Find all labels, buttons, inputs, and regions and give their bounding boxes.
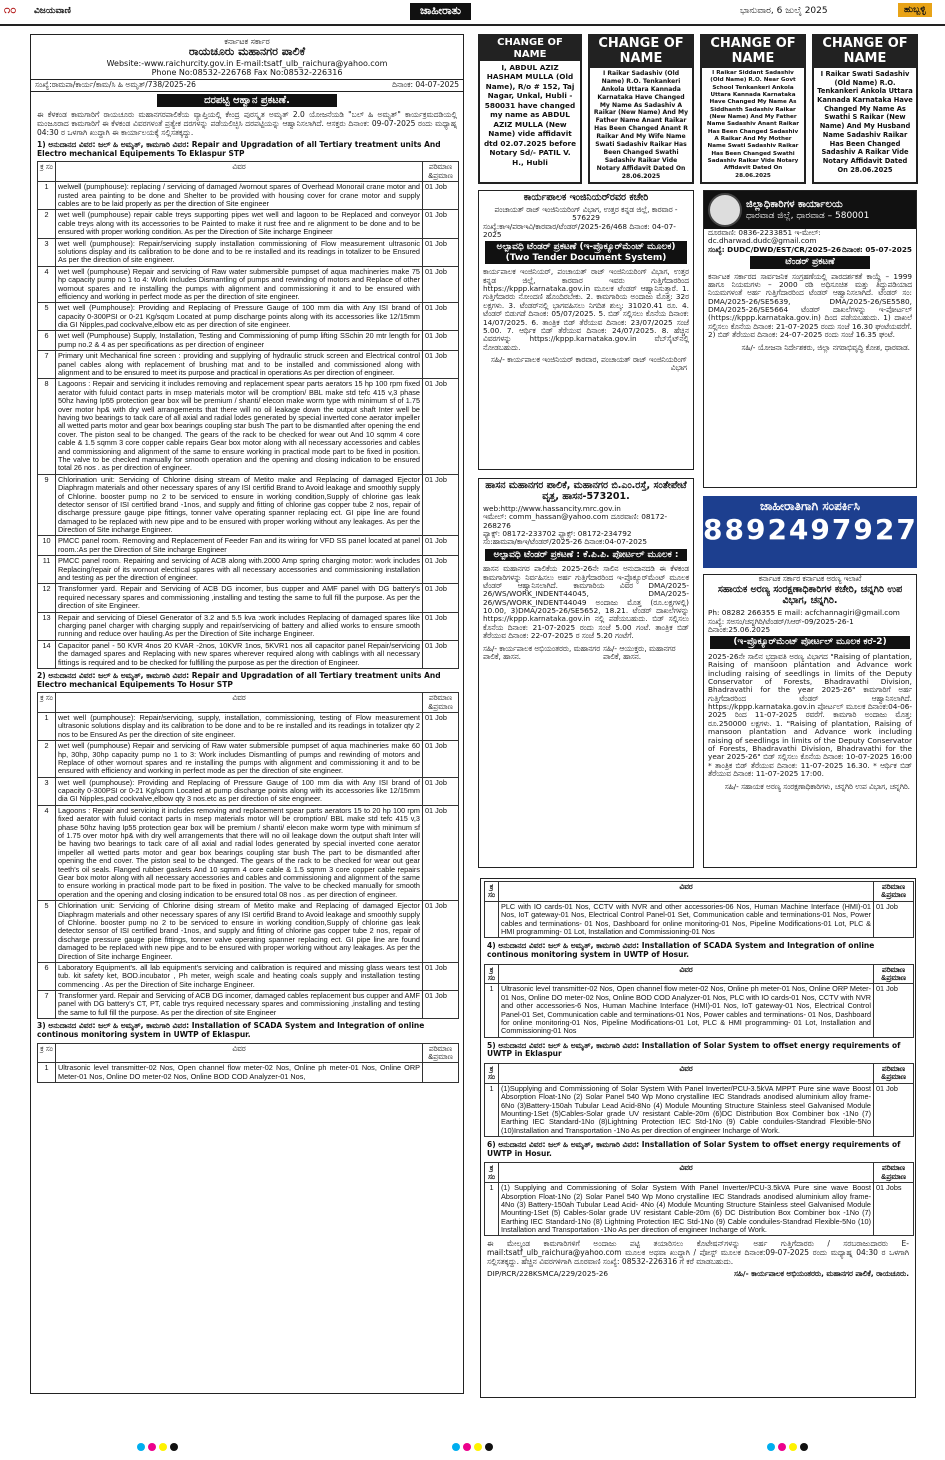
- row-desc: Repair and servicing of Diesel Generator of 3.2 and 5.5 kva :work includes Replacing of damaged spares like charging panel charger with charging supply and repair/servicing of battery and allied works to ensure smooth running and reduce over hauling.As per the Direction of Site incharge Engineer.: [56, 612, 423, 640]
- col-qty-header: ಪರಿಮಾಣ &ಪ್ರಮಾಣ: [874, 1063, 914, 1083]
- row-no: 1: [38, 712, 56, 740]
- color-dots-center: [452, 1443, 493, 1451]
- row-no: 12: [38, 584, 56, 612]
- col-no-header: ಕ್ರ ಸಂ: [38, 693, 56, 713]
- ee-tender-notice: [478, 190, 694, 470]
- col-desc-header: ವಿವರ: [499, 1063, 874, 1083]
- govt-emblem-icon: [708, 193, 742, 227]
- col-qty-header: ಪರಿಮಾಣ &ಪ್ರಮಾಣ: [874, 1163, 914, 1183]
- col-qty-header: ಪರಿಮಾಣ &ಪ್ರಮಾಣ: [423, 693, 459, 713]
- row-qty: 01 Job: [423, 640, 459, 668]
- row-qty: 01 Job: [423, 991, 459, 1019]
- dip-reference: DIP/RCR/228KSMCA/229/2025-26: [487, 1269, 609, 1279]
- section-1-heading: 1) ಅನುದಾನದ ವಿವರ: ಜಲ್ ಹಿ ಅಮೃತ್, ಕಾಮಗಾರಿ ವಿವರ: Repair and Upgradation of all Tertiary treatment units And Electro mechanical Equipements To Eklaspur STP: [37, 140, 441, 158]
- works-table-1: [37, 161, 459, 668]
- table-row: [38, 474, 459, 536]
- works-table-5: [484, 1063, 914, 1137]
- forest-title: ಸಹಾಯಕ ಅರಣ್ಯ ಸಂರಕ್ಷಣಾಧಿಕಾರಿಗಳ ಕಚೇರಿ, ಚನ್ನಗಿರಿ ಉಪ ವಿಭಾಗ, ಚನ್ನಗಿರಿ.: [717, 584, 903, 607]
- table-row: [38, 712, 459, 740]
- dc-phone: ದೂರವಾಣಿ: 0836-2233851 ಇ-ಮೇಲ್: dc.dharwad.dudc@gmail.com: [708, 228, 821, 246]
- row-qty: 01 Job: [423, 351, 459, 379]
- reference-number: ಸಂಖ್ಯೆ:ರಾಮಪಾ/ಕಾರ್ಯ/ಕಾಮ/ಸಿ ಹಿ ಅಮೃತ್/738/2025-26: [35, 80, 196, 90]
- row-desc: Transformer yard. Repair and Servicing of ACB DG incomer, bus cupper and AMF panel with DG battery's required necessary spares and commissioning ,installing and testing the same to full fill the purpose. As per the direction of site Engineer.: [56, 584, 423, 612]
- table-row: [485, 1183, 914, 1236]
- row-no: 9: [38, 474, 56, 536]
- hassan-signatures: [479, 643, 693, 664]
- row-desc: wet well (pumphouse): Providing and Replacing of Pressure Gauge of 100 mm dia with Any ISI brand of capacity 0-300PSI or 0-21 Kg/sqcm Located at pump discharge points along with its accessories like 12/15mm dia GI Nipples,pad cockvalve,elbow qty 3 nos.etc as per direction of site engineer.: [56, 777, 423, 805]
- table-row: [38, 351, 459, 379]
- row-qty: 01 Job: [874, 984, 914, 1037]
- row-qty: 01 Jobs: [874, 1183, 914, 1236]
- table-row: [38, 1063, 459, 1083]
- edition-city: ಹುಬ್ಬಳ್ಳಿ: [898, 3, 932, 17]
- table-row: [38, 741, 459, 778]
- row-qty: 01 Job: [423, 712, 459, 740]
- notice-band: ದರಪಟ್ಟಿ ಆಹ್ವಾನ ಪ್ರಕಟಣೆ.: [157, 94, 337, 108]
- table-row: [38, 536, 459, 556]
- row-no: 4: [38, 805, 56, 900]
- row-no: 8: [38, 379, 56, 474]
- row-qty: 01 Job: [423, 805, 459, 900]
- row-qty: 01 Job: [874, 901, 914, 938]
- row-qty: 01 Job: [423, 612, 459, 640]
- closing-footer: [481, 1268, 915, 1280]
- change-of-name-title: CHANGE OF NAME: [480, 36, 580, 61]
- color-dots-right: [767, 1443, 808, 1451]
- row-desc: Chlorination unit: Servicing of Chlorine dising stream of Metito make and Replacing of damaged Ejector Diaphragm materials and other necessary spares of any ISI certifid Brand to Avoid leakage and smoothly supply of Chlorine. booster pump no 2 to be serviced to ensure in working condition,Supply of chlorine gas leak detector sensor of ISI certified brand -1nos, and supply and fitting of chlorine gas copper tube 2 nos, repair of discharge pressure gauge pipe fittings, tonner valve operating spanner replacing ect. GI pipe line are found damaged to be replaced with new pipe and to be ensured with proper working without any leakages. As per the Direction of Site incharge Engineer.: [56, 474, 423, 536]
- raichur-tender-continuation: [480, 878, 916, 1398]
- phone-fax: Phone No:08532-226768 Fax No:08532-226316: [151, 68, 343, 78]
- forest-signature: ಸಹಿ/- ಸಹಾಯಕ ಅರಣ್ಯ ಸಂರಕ್ಷಣಾಧಿಕಾರಿಗಳು, ಚನ್ನಗಿರಿ ಉಪ ವಿಭಾಗ, ಚನ್ನಗಿರಿ.: [724, 781, 910, 791]
- gov-label: ಕರ್ನಾಟಕ ಸರ್ಕಾರ: [224, 37, 270, 46]
- works-table-3: [37, 1043, 459, 1084]
- row-qty: 01 Job: [423, 303, 459, 331]
- forest-tender-notice: [703, 574, 917, 868]
- row-desc: Transformer yard. Repair and Servicing of ACB DG incomer, damaged cables replacement bus cupper and AMF panel with DG battery's CT, PT, cable trys required necessary spares and commissioning ,installing and testing the same to full fill the purpose. As per the direction of site Engineer: [56, 991, 423, 1019]
- row-desc: wet well (Pumphouse) Supply, Installation, Testing and Commissioning of pump lifting SSchin 20 mtr length for pump no.2 & 4 as per specifications as per direction of engineer: [56, 331, 423, 351]
- col-no-header: ಕ್ರ ಸಂ: [485, 1163, 499, 1183]
- hassan-signature-2: ಸಹಿ/- ಆಯುಕ್ತರು, ಮಹಾನಗರ ಪಾಲಿಕೆ, ಹಾಸನ.: [603, 643, 676, 662]
- works-table-cont: [484, 881, 914, 938]
- row-no: 7: [38, 351, 56, 379]
- change-of-name-body: I Raikar Siddant Sadashiv (Old Name) R.O. Near Govt School Tenkankeri Ankola Uttara Kannada Karnataka Have Changed My Name As Siddhanth Sadashiv Raikar (New Name) And My Father Name Sadashiv Anant Raikar Has Been Changed Sadashiv A Raikar And My Mother Name Swati Sadashiv Raikar Has Been Changed Swathi Sadashiv Raikar Vide Notary Affidavit Dated On 28.06.2025: [706, 69, 800, 179]
- col-desc-header: ವಿವರ: [56, 1043, 423, 1063]
- ad-contact-banner: [703, 496, 917, 568]
- table-row: [485, 984, 914, 1037]
- row-no: 1: [485, 984, 499, 1037]
- section-title: ಜಾಹೀರಾತು: [410, 3, 471, 20]
- row-qty: 01 Job: [423, 238, 459, 266]
- row-qty: [423, 1063, 459, 1083]
- hassan-title: ಹಾಸನ ಮಹಾನಗರ ಪಾಲಿಕೆ, ಮಹಾನಗರ ಬಿ.ಎಂ.ರಸ್ತೆ, ಸಂತೇಪೇಟೆ ವೃತ್ತ, ಹಾಸನ-573201.: [485, 480, 687, 502]
- ee-ref: ಸಂಖ್ಯೆ:ಕಾಇ/ಪರಾಇವಿ/ಕಾರವಾರ/ಟೆಂಡರ್/2025-26/468 ದಿನಾಂಕ: 04-07-2025: [483, 221, 676, 240]
- table-row: [485, 1083, 914, 1136]
- section-5-heading: 5) ಅನುದಾನದ ವಿವರ: ಜಲ್ ಹಿ ಅಮೃತ್, ಕಾಮಗಾರಿ ವಿವರ: Installation of Solar System to offset energy requirements of UWTP in Eklaspur: [487, 1040, 901, 1059]
- row-qty: 01 Job: [874, 1083, 914, 1136]
- table-row: [38, 901, 459, 963]
- change-of-name-1: [478, 34, 582, 184]
- dc-band: ಟೆಂಡರ್ ಪ್ರಕಟಣೆ: [750, 256, 870, 268]
- row-no: 4: [38, 266, 56, 303]
- row-qty: 01 Job: [423, 474, 459, 536]
- dc-ref-date: ದಿನಾಂಕ: 05-07-2025: [842, 244, 912, 254]
- row-desc: wet well (pumphouse): Repair/servicing supply installation commissioning of Flow measurement ultrasonic solutions display and its calibration to be done and to be re installed and its readings in totalizer to be Ensured As per the direction of site engineer.: [56, 238, 423, 266]
- row-qty: 01 Job: [423, 182, 459, 210]
- ee-body: ಕಾರ್ಯಪಾಲಕ ಇಂಜಿನಿಯರ್, ಪಂಚಾಯತ್ ರಾಜ್ ಇಂಜಿನಿಯರಿಂಗ್ ವಿಭಾಗ, ಉತ್ತರ ಕನ್ನಡ ಜಿಲ್ಲೆ, ಕಾರವಾರ ಇವರು ಗುತ್ತಿಗೆದಾರರಿಂದ https://kppp.karnataka.gov.in ಮೂಲಕ ಟೆಂಡರ್ ಆಹ್ವಾನಿಸುತ್ತಾರೆ. 1. ಗುತ್ತಿಗೆದಾರರು ನೋಂದಣಿ ಹೊಂದಿರಬೇಕು. 2. ಕಾಮಗಾರಿಯ ಅಂದಾಜು ಮೊತ್ತ: 32ರ ಲಕ್ಷಗಳು. 3. ಟೆಂಡರ್‌ನಲ್ಲಿ ಭಾಗವಹಿಸಲು ನಿಗದಿತ ಶುಲ್ಕ: 31020.41 ರೂ. 4. ಟೆಂಡರ್ ಬಿಡುಗಡೆ ದಿನಾಂಕ: 05/07/2025. 5. ಬಿಡ್ ಸಲ್ಲಿಸಲು ಕೊನೆಯ ದಿನಾಂಕ: 14/07/2025. 6. ತಾಂತ್ರಿಕ ಬಿಡ್ ತೆರೆಯುವ ದಿನಾಂಕ: 23/07/2025 ಸಂಜೆ 5.00. 7. ಆರ್ಥಿಕ ಬಿಡ್ ತೆರೆಯುವ ದಿನಾಂಕ: 24/07/2025. 8. ಹೆಚ್ಚಿನ ವಿವರಗಳನ್ನು https://kppp.karnataka.gov.in ವೆಬ್‌ಸೈಟ್‌ನಲ್ಲಿ ನೋಡಬಹುದು.: [483, 267, 689, 352]
- col-no-header: ಕ್ರ ಸಂ: [485, 1063, 499, 1083]
- forest-phone: Ph: 08282 266355 E mail: acfchannagiri@gmail.com: [708, 608, 900, 618]
- dc-signature: ಸಹಿ/- ಯೋಜನಾ ನಿರ್ದೇಶಕರು, ಜಿಲ್ಲಾ ನಗರಾಭಿವೃದ್ಧಿ ಕೋಶ, ಧಾರವಾಡ.: [741, 342, 910, 352]
- change-of-name-title: CHANGE OF NAME: [702, 36, 804, 68]
- row-desc: Capacitor panel - 50 KVR 4nos 20 KVAR -2nos, 10KVR 1nos, 5KVR1 nos all capacitor panel Repair/servicing the damaged spares and Replacing with new spares wherever required along with cablings with all necessary fittings is required and to be checked for fulfilling the purpose as per the direction of Engineer.: [56, 640, 423, 668]
- row-desc: Laboratory Equipment's. all lab equipment's servicing and calibration is required and missing glass wears test tub. kit safety ket, BOD.incubator , Ph meter, weigh scale and heating coals supply and installation testing commencing . As per the Direction of Site incharge Engineer.: [56, 962, 423, 990]
- row-no: 1: [38, 1063, 56, 1083]
- reference-bar: [31, 79, 463, 92]
- dc-body: ಕರ್ನಾಟಕ ಸರ್ಕಾರದ ಸಾರ್ವಜನಿಕ ಸಂಗ್ರಹಣೆಯಲ್ಲಿ ಪಾರದರ್ಶಕತೆ ಕಾಯ್ದೆ – 1999 ಹಾಗೂ ನಿಯಮಗಳು – 2000 ರಡಿ ಅಧಿಸೂಚಿತ ಮತ್ತು ತಿದ್ದುಪಡಿಯಾದ ನಿಯಮಗಳಂತೆ ಅರ್ಹ ಗುತ್ತಿಗೆದಾರರಿಂದ ಟೆಂಡರ್ ಆಹ್ವಾನಿಸಲಾಗಿದೆ. ಟೆಂಡರ್ ಸಂ: DMA/2025-26/SE5639, DMA/2025-26/SE5580, DMA/2025-26/SE5664 ಟೆಂಡರ್ ದಾಖಲೆಗಳನ್ನು ಇ-ಪೋರ್ಟಲ್ (https://kppp.karnataka.gov.in) ದಿಂದ ಪಡೆಯಬಹುದು. 1) ದಾಖಲೆ ಸಲ್ಲಿಸಲು ಕೊನೆಯ ದಿನಾಂಕ: 21-07-2025 ರಂದು ಸಂಜೆ 16.30 ಘಂಟೆಯವರೆಗೆ. 2) ಬಿಡ್ ತೆರೆಯುವ ದಿನಾಂಕ: 24-07-2025 ರಂದು ಸಂಜೆ 16.35 ಘಂಟೆ.: [708, 271, 912, 340]
- col-desc-header: ವಿವರ: [499, 964, 874, 984]
- row-qty: 01 Job: [423, 536, 459, 556]
- row-no: 10: [38, 536, 56, 556]
- tender-header: [31, 35, 463, 79]
- section-4-heading: 4) ಅನುದಾನದ ವಿವರ: ಜಲ್ ಹಿ ಅಮೃತ್, ಕಾಮಗಾರಿ ವಿವರ: Installation of SCADA System and Integration of online continous monitoring system in UWTP of Hosur.: [487, 941, 875, 959]
- table-row: [38, 962, 459, 990]
- col-desc-header: ವಿವರ: [499, 1163, 874, 1183]
- paper-name: ವಿಜಯವಾಣಿ: [34, 6, 71, 16]
- masthead: [0, 0, 945, 26]
- section-3-heading: 3) ಅನುದಾನದ ವಿವರ: ಜಲ್ ಹಿ ಅಮೃತ್, ಕಾಮಗಾರಿ ವಿವರ: Installation of SCADA System and Integration of online continous monitoring system in UWTP of Eklaspur.: [37, 1021, 425, 1039]
- row-no: 3: [38, 777, 56, 805]
- closing-text: ಈ ಮೇಲ್ಕಂಡ ಕಾಮಗಾರಿಗಳಿಗೆ ಅಂದಾಜು ಪಟ್ಟಿ ತಯಾರಿಸಲು ಕೊಟೇಷನ್‌ಗಳನ್ನು ಅರ್ಹ ಗುತ್ತಿಗೆದಾರರು / ಸರಬರಾಜುದಾರರು E-mail:tsatf_ulb_raichura@yahoo.com ಮೂಲಕ ಅಥವಾ ಖುದ್ದಾಗಿ / ಪೋಸ್ಟ್ ಮೂಲಕ ದಿನಾಂಕ:09-07-2025 ರಂದು ಮಧ್ಯಾಹ್ನ 04:30 ರ ಒಳಗಾಗಿ ಸಲ್ಲಿಸತಕ್ಕದ್ದು. ಹೆಚ್ಚಿನ ವಿವರಗಳಿಗಾಗಿ ದೂರವಾಣಿ ಸಂಖ್ಯೆ: 08532-226316 ಗೆ ಕರೆ ಮಾಡಬಹುದು.: [487, 1239, 909, 1266]
- hassan-fax: ಫ್ಯಾಕ್ಸ್: 08172-233702 ಫ್ಯಾಕ್ಸ್: 08172-234792: [483, 529, 632, 539]
- works-table-6: [484, 1162, 914, 1236]
- dc-ref: ಸಂಖ್ಯೆ: DUDC/DWD/EST/CR/2025-26: [708, 244, 842, 254]
- row-desc: Chlorination unit: Servicing of Chlorine dising stream of Metito make and Replacing of damaged Ejector Diaphragm materials and other necessary spares of any ISI certifid Brand to Avoid leakage and smoothly supply of Chlorine. booster pump no 2 to be serviced to ensure in working condition,Supply of chlorine gas leak detector sensor of ISI certified brand -1nos, and supply and fitting of chlorine gas copper tube 2 nos, repair of discharge pressure gauge pipe fittings, tonner valve operating spanner replacing ect. GI pipe line are found damaged to be replaced with new pipe and to be ensured with proper working without any leakages. As per the Direction of Site incharge Engineer.: [56, 901, 423, 963]
- row-qty: 01 Job: [423, 741, 459, 778]
- ee-band: ಅಲ್ಪಾವಧಿ ಟೆಂಡರ್ ಪ್ರಕಟಣೆ (ಇ-ಪ್ರೊಕ್ಯೂರ್‌ಮೆಂಟ್ ಮೂಲಕ) (Two Tender Document System): [485, 241, 687, 264]
- hassan-body: ಹಾಸನ ಮಹಾನಗರ ಪಾಲಿಕೆಯ 2025-26ನೇ ಸಾಲಿನ ಅನುದಾನದಡಿ ಈ ಕೆಳಕಂಡ ಕಾಮಗಾರಿಗಳನ್ನು ನಿರ್ವಹಿಸಲು ಅರ್ಹ ಗುತ್ತಿಗೆದಾರರಿಂದ ಇ-ಪ್ರೊಕ್ಯೂರ್‌ಮೆಂಟ್ ಮೂಲಕ ಟೆಂಡರ್ ಆಹ್ವಾನಿಸಲಾಗಿದೆ. ಕಾಮಗಾರಿಯ ವಿವರ DMA/2025-26/WS/WORK_INDENT44045, DMA/2025-26/WS/WORK_INDENT44049 ಅಂದಾಜು ಮೊತ್ತ (ರೂ.ಲಕ್ಷಗಳಲ್ಲಿ) 10.00, 3)DMA/2025-26/SE5652, 18.21. ಟೆಂಡರ್ ದಾಖಲೆಗಳನ್ನು https://kppp.karnataka.gov.in ನಲ್ಲಿ ಪಡೆಯಬಹುದು. ಬಿಡ್ ಸಲ್ಲಿಸಲು ಕೊನೆಯ ದಿನಾಂಕ: 21-07-2025 ರಂದು ಸಂಜೆ 5.00 ಗಂಟೆ. ತಾಂತ್ರಿಕ ಬಿಡ್ ತೆರೆಯುವ ದಿನಾಂಕ: 22-07-2025 ರ ಸಂಜೆ 5.20 ಗಂಟೆಗೆ.: [483, 564, 689, 641]
- row-qty: 01 Job: [423, 901, 459, 963]
- corporation-name: ರಾಯಚೂರು ಮಹಾನಗರ ಪಾಲಿಕೆ: [188, 45, 306, 59]
- row-qty: 01 Job: [423, 331, 459, 351]
- print-registration-marks: [0, 1434, 945, 1460]
- row-no: 1: [38, 182, 56, 210]
- page-number: ೧೦: [4, 3, 17, 16]
- table-row: [38, 991, 459, 1019]
- col-desc-header: ವಿವರ: [499, 882, 874, 902]
- hassan-ref: ಸಂ:ಹಾಮಪಾ/ಕಾಇ/ಟೆಂಡರ್/2025-26 ದಿನಾಂಕ:04-07-2025: [483, 537, 648, 547]
- row-desc: (1) Supplying and Commissioning of Solar System With Panel Inverter/PCU-3.5kVA Pure sine wave Boost Absorption Float-1No (2) Solar Panel 540 Wp Mono crystalline IEC Standrads anodised aluminium alloy frame-4No (3) Battery-150ah Tubular Lead Acid- 4No (4) Module Mcunting Structure Stainless steel Galvanised Module Mounting-1Set (5) Cables-Solar grade UV resistant Cable-20m (6) DC Distribution Box Combiner box -1No (7) Earthing IEC Standard-1No (8) Lightning Protection IEC Std-1No (9) Cable conduiles-Standrad Flexible-5No (10) Installation and Transportation -1No As per direction of engineer Incharge of Work.: [499, 1183, 874, 1236]
- col-desc-header: ವಿವರ: [56, 693, 423, 713]
- issue-date: ಭಾನುವಾರ, 6 ಜುಲೈ 2025: [740, 6, 828, 16]
- table-row: [485, 901, 914, 938]
- row-no: 11: [38, 556, 56, 584]
- table-row: [38, 777, 459, 805]
- row-desc: wet well (pumphouse) Repair and servicing of Raw water submersible pumpset of aqua machineries make 60 hp, 30hp, 30hp capacity pump no 1 to 3: Work includes Dismantling of pumps and rewinding of motors and Replace of other wornout spares and re installing the pumps with alignment and commissioning it and to be ensured with efficiency and working in perfect mode as per the direction of site engineer.: [56, 741, 423, 778]
- ee-signature: ಸಹಿ/- ಕಾರ್ಯಪಾಲಕ ಇಂಜಿನಿಯರ್ ಕಾರವಾರ, ಪಂಚಾಯತ್ ರಾಜ್ ಇಂಜಿನಿಯರಿಂಗ್ ವಿಭಾಗ: [490, 355, 687, 373]
- row-no: 1: [485, 1083, 499, 1136]
- dc-header: [704, 191, 916, 229]
- change-of-name-title: CHANGE OF NAME: [814, 36, 916, 68]
- col-no-header: ಕ್ರ ಸಂ: [38, 1043, 56, 1063]
- hassan-tender-notice: [478, 478, 694, 868]
- row-no: 6: [38, 331, 56, 351]
- ee-subtitle: ಪಂಚಾಯತ್ ರಾಜ್ ಇಂಜಿನಿಯರಿಂಗ್ ವಿಭಾಗ, ಉತ್ತರ ಕನ್ನಡ ಜಿಲ್ಲೆ, ಕಾರವಾರ - 576229: [494, 204, 678, 223]
- row-desc: wet well (pumphouse): Repair/servicing, supply, installation, commissioning, testing of Flow measurement ultrasonic solutions display and its calibration to be done and to be re installed and its readings in totalizer qty 2 nos to be Ensured As per the direction of site engineer.: [56, 712, 423, 740]
- website-email: Website:-www.raichurcity.gov.in E-mail:tsatf_ulb_raichura@yahoo.com: [106, 58, 388, 68]
- row-desc: Ultrasonic level transmitter-02 Nos, Open channel flow meter-02 Nos, Online ph meter-01 Nos, Online ORP Meter-01 Nos, Online DO meter-02 Nos, Online BOD COD Analyzer-01 Nos,: [56, 1063, 423, 1083]
- hassan-email: ಇಮೇಲ್: comm_hassan@yahoo.com ದೂರವಾಣಿ: 08172-268276: [483, 512, 668, 530]
- change-of-name-2: [588, 34, 694, 184]
- col-no-header: ಕ್ರ ಸಂ: [485, 882, 499, 902]
- col-qty-header: ಪರಿಮಾಣ &ಪ್ರಮಾಣ: [874, 882, 914, 902]
- row-qty: 01 Job: [423, 962, 459, 990]
- closing-signature: ಸಹಿ/- ಕಾರ್ಯಪಾಲಕ ಅಭಿಯಂತರರು, ಮಹಾನಗರ ಪಾಲಿಕೆ, ರಾಯಚೂರು.: [734, 1269, 909, 1279]
- ad-label: ಜಾಹೀರಾತಿಗಾಗಿ ಸಂಪರ್ಕಿಸಿ: [760, 499, 860, 513]
- row-no: 2: [38, 741, 56, 778]
- dc-title: ಜಿಲ್ಲಾಧಿಕಾರಿಗಳ ಕಾರ್ಯಾಲಯ: [746, 199, 843, 211]
- change-of-name-body: I Raikar Swati Sadashiv (Old Name) R.O. Tenkankeri Ankola Uttara Kannada Karnataka Have Changed My Name As Swathi S Raikar (New Name) And My Husband Name Sadashiv Raikar Has Been Changed Sadashiv A Raikar Vide Notary Affidavit Dated On 28.06.2025: [817, 69, 913, 174]
- reference-date: ದಿನಾಂಕ: 04-07-2025: [392, 80, 459, 90]
- row-desc: Lagoons : Repair and servicing it includes removing and replacement spear parts aerators 15 hp 100 rpm fixed aerator with fuluid contact parts in msep materials motor will be cromption/ BBL make std tefc 415 v,3 phase 50hz having Ip55 protection gear box will be premium / shanti/ elecon make worm type with minimum sf of 1.75 over motor hp& with dry well arrangements that there will no oil leakage down the output shaft Inter well be having two bearings to tack care of all axial and radial lodes generated by special inverted cone aerator impeller all wetted parts motor and gear box bearings coupling star bush The part to be dismantled after opening the end cover. The piston seal to be changed. The gears of the rack to be checked for wear out And 10 sqmm 4 core cable & 1.5 sqmm 3 core copper cable repairs Gear box motor along with all necessary accessories and cables and commissioning and alignment of the same to ensure working in practical mode part to be fixed in position. The valve to be checked manually for smooth operation and the opening and closing indication to be ensured total 26 nos . as per direction of engineer.: [56, 379, 423, 474]
- row-desc: PLC with IO cards-01 Nos, CCTV with NVR and other accessories-06 Nos, Human Machine Interface (HMI)-01 Nos, IoT gateway-01 Nos, Electrical Control Panel-01 Set, Communication cable and terminations-01 Nos, Power cables and terminations- 01 Nos, Dashboard for online monitoring-01 Nos, Pipeline Modifications-01 Lot, PLC & HMI programming- 01 Lot, Installation and Commissioning-01 Nos: [499, 901, 874, 938]
- forest-gov: ಕರ್ನಾಟಕ ಸರ್ಕಾರ ಕರ್ನಾಟಕ ಅರಣ್ಯ ಇಲಾಖೆ: [758, 574, 862, 583]
- row-desc: welwell (pumphouse): replacing / servicing of damaged /wornout spares of Overhead Monorail crane motor and rusted area painting to be done and Shelter to be provided with housing cover for crane motor and supply cables are to be laid properly as per the direction of Site engineer: [56, 182, 423, 210]
- col-qty-header: ಪರಿಮಾಣ &ಪ್ರಮಾಣ: [423, 162, 459, 182]
- change-of-name-3: [700, 34, 806, 184]
- works-table-2: [37, 692, 459, 1019]
- dc-subtitle: ಧಾರವಾಡ ಜಿಲ್ಲೆ, ಧಾರವಾಡ – 580001: [746, 210, 870, 221]
- row-desc: PMCC panel room. Repairing and servicing of ACB along with.2000 Amp spring charging motor: work includes Replacing/repair of its wornout electrical spares with all necessary accessories and commissioning installation and testing as per the direction of engineer.: [56, 556, 423, 584]
- row-no: 14: [38, 640, 56, 668]
- row-no: 2: [38, 210, 56, 238]
- forest-band: (ಇ-ಪ್ರೊಕ್ಯೂರ್‌ಮೆಂಟ್ ಪೋರ್ಟಲ್ ಮೂಲಕ ಕರೆ-2): [710, 636, 910, 648]
- hassan-signature-1: ಸಹಿ/- ಕಾರ್ಯಪಾಲಕ ಅಭಿಯಂತರರು, ಮಹಾನಗರ ಪಾಲಿಕೆ, ಹಾಸನ.: [483, 643, 601, 662]
- col-no-header: ಕ್ರ ಸಂ: [38, 162, 56, 182]
- raichur-tender-notice: [30, 34, 464, 1394]
- row-desc: PMCC panel room. Removing and Replacement of Feeder Fan and its wiring for VFD SS panel located at panel room.:As per the Direction of Site incharge Engineer: [56, 536, 423, 556]
- row-desc: (1)Supplying and Commissioning of Solar System With Panel Inverter/PCU-3.5kVA MPPT Pure sine wave Boost Absorption Float-1No (2) Solar Panel 540 Wp Mono crystalline IEC Standrads anodised aluminium alloy frame-6No (3)Battery-150ah Tubular Lead Acid-8No (4) Module Mounting Structure Stainless steel Galvanised Module Mounting-1Set (5)Cables-Solar grade UV resistant Cable-20m (6)DC Distribution Box Combiner box -1No (7) Earthing IEC Standard-1No (8)Lightning Protection IEC Std-1No (9) Cable conduiles-Standrad Flexible-5No (10)Installation and Transportation -1No As per direction of engineer Incharge of Work.: [499, 1083, 874, 1136]
- col-no-header: ಕ್ರ ಸಂ: [485, 964, 499, 984]
- hassan-web: web:http://www.hassancity.mrc.gov.in: [483, 503, 621, 513]
- row-desc: Primary unit Mechanical fine screen : providing and supplying of hydraulic struck screen and Electrical control panel cables along with replacement of brushing mat and to be installed and commissioned along with alignment and to be ensured to meet its purpose and practical in operations As per direction of engineer.: [56, 351, 423, 379]
- row-no: 13: [38, 612, 56, 640]
- dc-ref-row: [704, 246, 916, 254]
- hassan-band: ಅಲ್ಪಾವಧಿ ಟೆಂಡರ್ ಪ್ರಕಟಣೆ : ಕೆ.ಪಿ.ಪಿ. ಪೋರ್ಟಲ್ ಮೂಲಕ :: [485, 549, 687, 561]
- table-row: [38, 331, 459, 351]
- row-qty: 01 Job: [423, 777, 459, 805]
- row-no: 5: [38, 303, 56, 331]
- row-no: 3: [38, 238, 56, 266]
- row-qty: 01 Job: [423, 584, 459, 612]
- table-row: [38, 379, 459, 474]
- table-row: [38, 556, 459, 584]
- row-qty: 01 Job: [423, 379, 459, 474]
- row-desc: Lagoons : Repair and servicing it includes removing and replacement spear parts aerators 15 to 20 hp 100 rpm fixed aerator with fuluid contact parts in msep materials motor will be cromption/ BBL make std tefc 415 v,3 phase 50hz having Ip55 protection gear box will be premium / shanti/ elecon make worm type with minimum sf of 1.75 over motor hp& with dry well arrangements that there will no oil leakage down the output shaft Inter will be having two bearings to tack care of all axial and radial lodes generated by special inverted cone aerator impeller all wetted parts motor and gear box bearings coupling star bush The part to be dismantled after opening the end cover. The piston seal to be changed. The gears of the rack to be checked for wear out gear teeth's oil seals. Flanged rubber gaskets And 10 sqmm 4 core cable & 1.5 sqmm 3 core copper cable repairs Gear box motor along with all necessary accessories and cables and commissioning and alignment of the same to ensure working in practical mode part to be fixed in position. The valve to be checked manually for smooth operation and the opening and closing indication to be ensured total 08 nos . as per direction of engineer.: [56, 805, 423, 900]
- row-desc: Ultrasonic level transmitter-02 Nos, Open channel flow meter-02 Nos, Online ph meter-01 Nos, Online ORP Meter-01 Nos, Online DO meter-02 Nos, Online BOD COD Analyzer-01 Nos, PLC with IO cards-01 Nos, CCTV with NVR and other accessories-6 Nos, Human Machine Interface (HMI)-01 Nos, IoT gateway-01 Nos, Electrical Control Panel-01 Set, Communication cable and terminations-01 Nos, Power cables and terminations- 01 Nos, Dashboard for online monitoring-01 Nos, Pipeline Modifications-01 Lot, PLC & HMI programming- 01 Lot, Installation and Commissioning-01 Nos: [499, 984, 874, 1037]
- dc-tender-notice: [703, 190, 917, 488]
- notice-intro: ಈ ಕೆಳಕಂಡ ಕಾಮಗಾರಿಗೆ ರಾಯಚೂರು ಮಹಾನಗರಪಾಲಿಕೆಯ ವ್ಯಾಪ್ತಿಯಲ್ಲಿ ಕೇಂದ್ರ ಪುರಸ್ಕೃತ ಅಮೃತ್ 2.0 ಯೋಜನೆಯಡಿ "ಬಲ್ ಹಿ ಅಮೃತ್" ಕಾರ್ಯಕ್ರಮದಡಿಯಲ್ಲಿ ಮಂಜೂರಾದ ಕಾಮಗಾರಿಗೆ ಈ ಕೆಳಕಂಡ ವಿವರಗಳಂತೆ ಪ್ರತ್ಯೇಕ ದರಗಳನ್ನು ಪಡೆಯಲಿಚ್ಛಿಸಿ ದರಪಟ್ಟಿಯನ್ನು ಆಹ್ವಾನಿಸಲಾಗಿದೆ. ಆಸಕ್ತರು ದಿನಾಂಕ: 09-07-2025 ರಂದು ಮಧ್ಯಾಹ್ನ 04:30 ರ ಒಳಗಾಗಿ ಖುದ್ದಾಗಿ ಈ ಕಾರ್ಯಾಲಯಕ್ಕೆ ಸಲ್ಲಿಸತಕ್ಕದ್ದು.: [37, 110, 457, 137]
- change-of-name-body: I, ABDUL AZIZ HASHAM MULLA (Old Name), R/o # 152, Taj Nagar, Unkal, Hubli - 580031 have changed my name as ABDUL AZIZ MULLA (New Name) vide affidavit dtd 02.07.2025 before Notary Sd/- PATIL V. H., Hubli: [483, 63, 577, 167]
- change-of-name-title: CHANGE OF NAME: [590, 36, 692, 68]
- table-row: [38, 640, 459, 668]
- table-row: [38, 266, 459, 303]
- table-row: [38, 182, 459, 210]
- row-qty: 01 Job: [423, 210, 459, 238]
- ee-title: ಕಾರ್ಯಪಾಲಕ ಇಂಜಿನಿಯರ್‌ರವರ ಕಚೇರಿ: [523, 192, 649, 203]
- row-desc: wet well (pumphouse) repair cable treys supporting pipes wet well and lagoon to be Replaced and conveyor cable treys along with its accessories to be Painted to make it rust free and re alignment to be done and to be ensured with proper working condition. As per the Direction of Site incharge Engineer: [56, 210, 423, 238]
- section-2-heading: 2) ಅನುದಾನದ ವಿವರ: ಜಲ್ ಹಿ ಅಮೃತ್, ಕಾಮಗಾರಿ ವಿವರ: Repair and Upgradation of all Tertiary treatment units And Electro mechanical Equipements To Hosur STP: [37, 670, 441, 689]
- row-no: 5: [38, 901, 56, 963]
- col-desc-header: ವಿವರ: [56, 162, 423, 182]
- change-of-name-body: I Raikar Sadashiv (Old Name) R.O. Tenkankeri Ankola Uttara Kannada Karnataka Have Changed My Name As Sadashiv A Raikar (New Name) And My Father Name Anant Raikar Has Been Changed Anant R Raikar And My Wife Name Swati Sadashiv Raikar Has Been Changed Swathi Sadashiv Raikar Vide Notary Affidavit Dated On 28.06.2025: [593, 69, 689, 180]
- change-of-name-4: [812, 34, 918, 184]
- forest-body: 2025-26ನೇ ಸಾಲಿನ ಭದ್ರಾವತಿ ಅರಣ್ಯ ವಿಭಾಗದ "Raising of plantation, Raising of mansoon plantation and Advance work including raising of seedlings in limits of the Deputy Conservator of Forests, Bhadravathi Division, Bhadravathi for the year 2025-26" ಕಾಮಗಾರಿಗೆ ಅರ್ಹ ಗುತ್ತಿಗೆದಾರರಿಂದ ಟೆಂಡರ್ ಆಹ್ವಾನಿಸಲಾಗಿದೆ. https://kppp.karnataka.gov.in ಪೋರ್ಟಲ್ ಮೂಲಕ ದಿನಾಂಕ:04-06-2025 ರಿಂದ 11-07-2025 ರವರೆಗೆ. ಕಾಮಗಾರಿ ಅಂದಾಜು ಮೊತ್ತ: ರೂ.250000 ಲಕ್ಷಗಳು. 1. "Raising of plantation, Raising of mansoon plantation and Advance work including raising of seedlings in limits of the Deputy Conservator of Forests, Bhadravathi Division, Bhadravathi for the year 2025-26" ಬಿಡ್ ಸಲ್ಲಿಸಲು ಕೊನೆಯ ದಿನಾಂಕ: 10-07-2025 16:00 * ತಾಂತ್ರಿಕ ಬಿಡ್ ತೆರೆಯುವ ದಿನಾಂಕ: 11-07-2025 16.30. * ಆರ್ಥಿಕ ಬಿಡ್ ತೆರೆಯುವ ದಿನಾಂಕ: 11-07-2025 17:00.: [708, 651, 912, 779]
- col-qty-header: ಪರಿಮಾಣ &ಪ್ರಮಾಣ: [874, 964, 914, 984]
- row-desc: wet well (Pumphouse): Providing and Replacing of Pressure Gauge of 100 mm dia with Any ISI brand of capacity 0-300PSI or 0-21 Kg/sqcm Located at pump discharge points along with its accessories like 12/15mm dia GI Nipples,pad cockvalve,elbow etc as per direction of site engineer.: [56, 303, 423, 331]
- works-table-4: [484, 964, 914, 1038]
- row-no: 1: [485, 1183, 499, 1236]
- row-no: [485, 901, 499, 938]
- ad-phone: 8892497927: [703, 512, 918, 546]
- table-row: [38, 238, 459, 266]
- col-qty-header: ಪರಿಮಾಣ &ಪ್ರಮಾಣ: [423, 1043, 459, 1063]
- section-6-heading: 6) ಅನುದಾನದ ವಿವರ: ಜಲ್ ಹಿ ಅಮೃತ್, ಕಾಮಗಾರಿ ವಿವರ: Installation of Solar System to offset energy requirements of UWTP in Hosur.: [487, 1140, 901, 1158]
- row-no: 6: [38, 962, 56, 990]
- table-row: [38, 612, 459, 640]
- table-row: [38, 210, 459, 238]
- table-row: [38, 584, 459, 612]
- row-no: 7: [38, 991, 56, 1019]
- row-qty: 01 Job: [423, 266, 459, 303]
- table-row: [38, 805, 459, 900]
- row-desc: wet well (pumphouse) Repair and servicing of Raw water submersible pumpset of aqua machineries make 75 hp capacity pump no 1 to 4: Work includes Dismantling of pumps and rewinding of motors and Replace of other wornout spares and re installing the pumps with alignment and commissioning it and to be ensured with efficiency and working in perfect mode as per the direction of site engineer.: [56, 266, 423, 303]
- table-row: [38, 303, 459, 331]
- forest-ref: ಸಂಖ್ಯೆ: ಸಅಸಂ/ಚನ್ನಗಿರಿ/ಟೆಂಡರ್/ಸಿಆರ್-09/2025-26-1 ದಿನಾಂಕ:25.06.2025: [708, 616, 854, 635]
- row-qty: 01 Job: [423, 556, 459, 584]
- color-dots-left: [137, 1443, 178, 1451]
